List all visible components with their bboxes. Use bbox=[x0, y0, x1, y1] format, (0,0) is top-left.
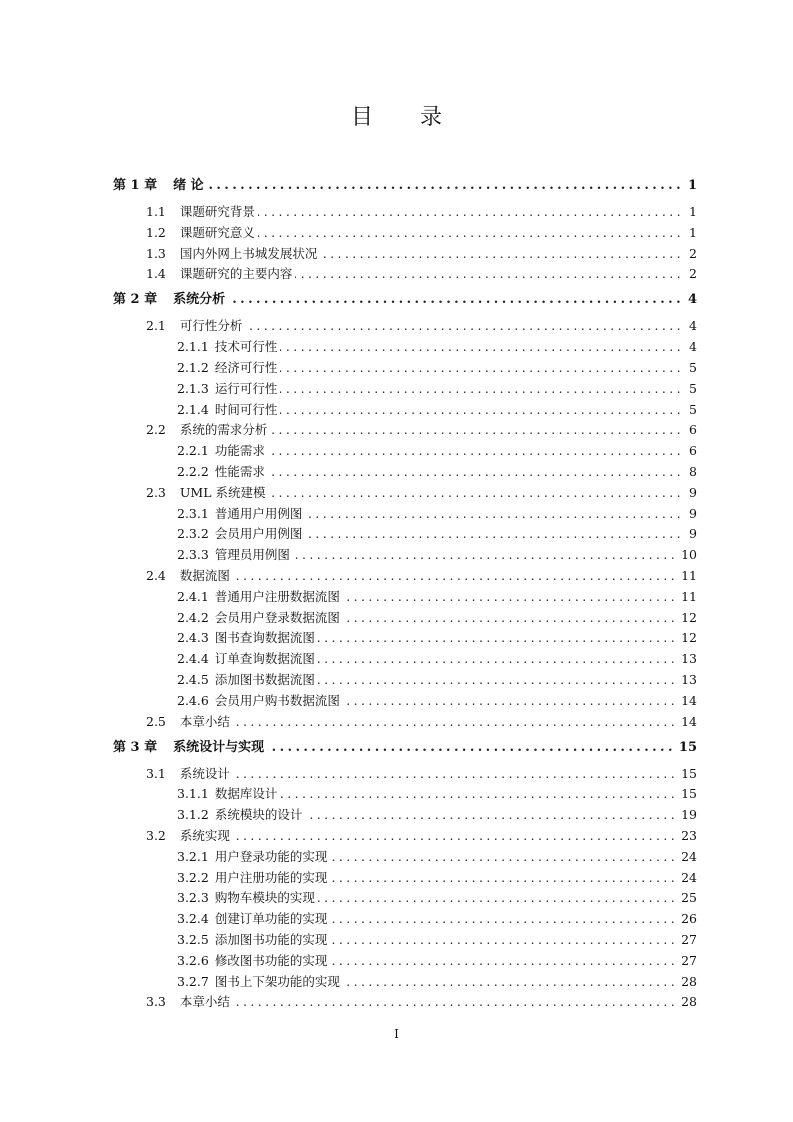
toc-section-entry[interactable] bbox=[146, 710, 697, 730]
toc-dot-leader bbox=[320, 246, 684, 262]
toc-entry-number: 2.4.3 bbox=[177, 630, 209, 646]
toc-entry-number: 2.4.6 bbox=[177, 692, 209, 708]
toc-page-number: 10 bbox=[681, 547, 697, 563]
toc-page-number: 2 bbox=[689, 245, 697, 261]
toc-page-number: 14 bbox=[681, 692, 697, 708]
toc-dot-leader bbox=[343, 974, 678, 990]
toc-entry-number: 3.1.2 bbox=[177, 807, 209, 823]
toc-page-number: 5 bbox=[689, 380, 697, 396]
toc-subsection-entry[interactable] bbox=[177, 970, 697, 990]
toc-entry-title: 普通用户注册数据流图 bbox=[214, 588, 340, 604]
toc-page-number: 9 bbox=[689, 526, 697, 542]
toc-section-entry[interactable] bbox=[146, 221, 697, 241]
toc-entry-title: 可行性分析 bbox=[179, 318, 243, 334]
toc-dot-leader bbox=[330, 932, 678, 948]
toc-entry-title: 本章小结 bbox=[179, 713, 230, 729]
toc-entry-number: 第 1 章 bbox=[113, 178, 158, 193]
toc-entry-number: 2.3 bbox=[146, 484, 166, 500]
toc-entry-title: 图书上下架功能的实现 bbox=[214, 973, 340, 989]
toc-entry-number: 1.2 bbox=[146, 224, 166, 240]
toc-subsection-entry[interactable] bbox=[177, 928, 697, 948]
toc-entry-number: 2.4.4 bbox=[177, 651, 209, 667]
toc-dot-leader bbox=[269, 485, 685, 501]
toc-entry-number: 3.2.6 bbox=[177, 952, 209, 968]
toc-page-number: 9 bbox=[689, 484, 697, 500]
toc-page-number: 6 bbox=[689, 443, 697, 459]
toc-entry-number: 3.2.7 bbox=[177, 973, 209, 989]
toc-entry-title: 系统分析 bbox=[173, 292, 226, 308]
toc-entry-title: 数据流图 bbox=[179, 568, 230, 583]
toc-entry-title: 性能需求 bbox=[214, 464, 265, 479]
toc-entry-number: 2.1.4 bbox=[177, 401, 209, 417]
toc-section-entry[interactable] bbox=[146, 262, 697, 282]
toc-entry-number: 1.4 bbox=[146, 266, 166, 282]
toc-section-entry[interactable] bbox=[146, 564, 697, 584]
toc-dot-leader bbox=[280, 786, 678, 802]
toc-page-number: 12 bbox=[681, 609, 697, 625]
toc-subsection-entry[interactable] bbox=[177, 606, 697, 626]
toc-page-number: 4 bbox=[689, 339, 697, 355]
page-title: 目 录 bbox=[351, 105, 462, 130]
toc-page-number: 15 bbox=[681, 765, 697, 781]
toc-page-number: 15 bbox=[681, 786, 697, 802]
toc-entry-title: 绪 论 bbox=[173, 178, 204, 193]
toc-entry-number: 1.3 bbox=[146, 245, 166, 261]
toc-subsection-entry[interactable] bbox=[177, 886, 697, 906]
toc-subsection-entry[interactable] bbox=[177, 845, 697, 865]
toc-subsection-entry[interactable] bbox=[177, 626, 697, 646]
toc-entry-number: 2.2.2 bbox=[177, 464, 209, 479]
toc-dot-leader bbox=[233, 766, 678, 782]
toc-entry-title: 系统的需求分析 bbox=[179, 422, 268, 438]
toc-entry-title: 本章小结 bbox=[179, 994, 230, 1010]
toc-entry-title: 用户注册功能的实现 bbox=[214, 869, 328, 885]
toc-page-number: 27 bbox=[681, 952, 697, 968]
toc-entry-title: 运行可行性 bbox=[214, 380, 278, 396]
toc-page-number: 13 bbox=[681, 651, 697, 667]
toc-entry-title: 系统设计 bbox=[179, 765, 230, 781]
toc-page-number: 23 bbox=[681, 828, 697, 843]
toc-entry-number: 2.4.1 bbox=[177, 588, 209, 604]
toc-dot-leader bbox=[245, 318, 684, 334]
toc-section-entry[interactable] bbox=[146, 200, 697, 220]
toc-page-number: 27 bbox=[681, 932, 697, 947]
toc-entry-number: 2.1.1 bbox=[177, 339, 209, 355]
toc-entry-number: 3.2 bbox=[146, 828, 166, 843]
toc-subsection-entry[interactable] bbox=[177, 502, 697, 522]
toc-subsection-entry[interactable] bbox=[177, 522, 697, 542]
toc-subsection-entry[interactable] bbox=[177, 866, 697, 886]
toc-entry-title: 修改图书功能的实现 bbox=[214, 952, 328, 968]
toc-subsection-entry[interactable] bbox=[177, 585, 697, 605]
toc-page-number: 25 bbox=[681, 890, 697, 906]
toc-entry-number: 3.1 bbox=[146, 765, 166, 781]
toc-dot-leader bbox=[233, 994, 678, 1010]
toc-page-number: 28 bbox=[681, 973, 697, 989]
toc-page-number: 11 bbox=[681, 588, 697, 604]
toc-entry-number: 2.1 bbox=[146, 318, 166, 334]
toc-entry-number: 3.2.3 bbox=[177, 890, 209, 906]
toc-entry-number: 2.4.2 bbox=[177, 609, 209, 625]
toc-dot-leader bbox=[318, 630, 678, 646]
toc-section-entry[interactable] bbox=[146, 481, 697, 501]
toc-dot-leader bbox=[343, 693, 678, 709]
toc-section-entry[interactable] bbox=[146, 990, 697, 1010]
toc-entry-title: 系统设计与实现 bbox=[173, 739, 265, 755]
toc-entry-number: 2.3.1 bbox=[177, 505, 209, 521]
toc-entry-title: 购物车模块的实现 bbox=[214, 890, 315, 906]
toc-page-number: 19 bbox=[681, 807, 697, 823]
toc-dot-leader bbox=[233, 568, 678, 584]
toc-dot-leader bbox=[267, 740, 676, 756]
toc-subsection-entry[interactable] bbox=[177, 356, 697, 376]
toc-page-number: 12 bbox=[681, 630, 697, 646]
toc-subsection-entry[interactable] bbox=[177, 543, 697, 563]
toc-page-number: 24 bbox=[681, 848, 697, 864]
toc-entry-title: 添加图书功能的实现 bbox=[214, 932, 328, 947]
toc-entry-number: 第 3 章 bbox=[113, 739, 158, 755]
toc-subsection-entry[interactable] bbox=[177, 949, 697, 969]
toc-subsection-entry[interactable] bbox=[177, 668, 697, 688]
toc-entry-number: 2.2.1 bbox=[177, 443, 209, 459]
toc-section-entry[interactable] bbox=[146, 242, 697, 262]
toc-dot-leader bbox=[293, 547, 678, 563]
toc-subsection-entry[interactable] bbox=[177, 907, 697, 927]
toc-dot-leader bbox=[268, 443, 684, 459]
toc-entry-title: 图书查询数据流图 bbox=[214, 630, 315, 646]
toc-dot-leader bbox=[318, 672, 678, 688]
toc-subsection-entry[interactable] bbox=[177, 647, 697, 667]
toc-entry-title: 数据库设计 bbox=[214, 786, 278, 802]
toc-entry-title: 添加图书数据流图 bbox=[214, 672, 315, 687]
toc-page-number: 11 bbox=[681, 568, 697, 583]
toc-entry-title: 系统模块的设计 bbox=[214, 807, 303, 823]
toc-entry-number: 3.3 bbox=[146, 994, 166, 1010]
toc-section-entry[interactable] bbox=[146, 314, 697, 334]
toc-dot-leader bbox=[305, 506, 684, 522]
toc-page-number: 13 bbox=[681, 672, 697, 687]
toc-entry-number: 2.1.3 bbox=[177, 380, 209, 396]
toc-dot-leader bbox=[280, 339, 684, 355]
toc-entry-title: 功能需求 bbox=[214, 443, 265, 459]
toc-dot-leader bbox=[233, 714, 678, 730]
toc-dot-leader bbox=[258, 225, 684, 241]
toc-entry-title: 经济可行性 bbox=[214, 360, 278, 375]
toc-entry-title: 时间可行性 bbox=[214, 401, 278, 417]
toc-entry-title: 系统实现 bbox=[179, 828, 230, 843]
toc-entry-number: 2.3.3 bbox=[177, 547, 209, 563]
toc-entry-title: 订单查询数据流图 bbox=[214, 651, 315, 667]
toc-subsection-entry[interactable] bbox=[177, 782, 697, 802]
toc-dot-leader bbox=[280, 381, 684, 397]
toc-entry-title: 技术可行性 bbox=[214, 339, 278, 355]
toc-chapter-entry[interactable] bbox=[113, 174, 697, 194]
toc-page-number: 8 bbox=[689, 464, 697, 479]
toc-subsection-entry[interactable] bbox=[177, 460, 697, 480]
toc-page-number: 4 bbox=[687, 292, 697, 308]
toc-page-number: 1 bbox=[689, 204, 697, 219]
toc-dot-leader bbox=[268, 464, 684, 480]
toc-subsection-entry[interactable] bbox=[177, 377, 697, 397]
toc-subsection-entry[interactable] bbox=[177, 398, 697, 418]
toc-dot-leader bbox=[258, 204, 684, 220]
toc-page-number: 14 bbox=[681, 713, 697, 729]
toc-dot-leader bbox=[330, 911, 678, 927]
toc-entry-title: 会员用户用例图 bbox=[214, 526, 303, 542]
toc-chapter-entry[interactable] bbox=[113, 288, 697, 308]
page-number-footer: I bbox=[394, 1027, 399, 1041]
toc-dot-leader bbox=[318, 651, 678, 667]
toc-entry-title: 创建订单功能的实现 bbox=[214, 911, 328, 927]
toc-entry-number: 2.4 bbox=[146, 568, 166, 583]
toc-dot-leader bbox=[318, 890, 678, 906]
toc-dot-leader bbox=[305, 526, 684, 542]
toc-dot-leader bbox=[343, 610, 678, 626]
toc-entry-number: 2.2 bbox=[146, 422, 166, 438]
toc-dot-leader bbox=[295, 266, 684, 282]
toc-dot-leader bbox=[305, 807, 678, 823]
toc-section-entry[interactable] bbox=[146, 418, 697, 438]
toc-entry-title: 用户登录功能的实现 bbox=[214, 848, 328, 864]
toc-entry-number: 2.1.2 bbox=[177, 360, 209, 375]
toc-dot-leader bbox=[207, 178, 684, 194]
toc-dot-leader bbox=[270, 422, 684, 438]
toc-page-number: 28 bbox=[681, 994, 697, 1010]
toc-dot-leader bbox=[343, 589, 678, 605]
toc-subsection-entry[interactable] bbox=[177, 803, 697, 823]
toc-page-number: 9 bbox=[689, 505, 697, 521]
toc-entry-title: 会员用户登录数据流图 bbox=[214, 609, 340, 625]
toc-entry-number: 3.2.2 bbox=[177, 869, 209, 885]
toc-page-number: 5 bbox=[689, 360, 697, 375]
toc-chapter-entry[interactable] bbox=[113, 736, 697, 756]
toc-entry-title: 课题研究意义 bbox=[179, 224, 255, 240]
toc-page-number: 4 bbox=[689, 318, 697, 334]
toc-entry-number: 2.3.2 bbox=[177, 526, 209, 542]
toc-subsection-entry[interactable] bbox=[177, 439, 697, 459]
toc-dot-leader bbox=[280, 360, 684, 376]
toc-page-number: 1 bbox=[687, 178, 697, 193]
toc-entry-title: 课题研究的主要内容 bbox=[179, 266, 293, 282]
toc-entry-title: 课题研究背景 bbox=[179, 204, 255, 219]
toc-dot-leader bbox=[330, 849, 678, 865]
toc-dot-leader bbox=[330, 870, 678, 886]
toc-entry-number: 2.5 bbox=[146, 713, 166, 729]
toc-entry-title: 管理员用例图 bbox=[214, 547, 290, 563]
toc-page-number: 26 bbox=[681, 911, 697, 927]
toc-entry-number: 1.1 bbox=[146, 204, 166, 219]
toc-entry-number: 2.4.5 bbox=[177, 672, 209, 687]
toc-page-number: 1 bbox=[689, 224, 697, 240]
toc-entry-title: 普通用户用例图 bbox=[214, 505, 303, 521]
toc-page-number: 5 bbox=[689, 401, 697, 417]
toc-section-entry[interactable] bbox=[146, 762, 697, 782]
toc-dot-leader bbox=[228, 292, 684, 308]
toc-entry-number: 第 2 章 bbox=[113, 292, 158, 308]
toc-subsection-entry[interactable] bbox=[177, 689, 697, 709]
toc-dot-leader bbox=[280, 402, 684, 418]
toc-page-number: 24 bbox=[681, 869, 697, 885]
toc-entry-number: 3.2.4 bbox=[177, 911, 209, 927]
toc-page-number: 2 bbox=[689, 266, 697, 282]
toc-entry-title: 国内外网上书城发展状况 bbox=[179, 245, 318, 261]
toc-entry-title: 会员用户购书数据流图 bbox=[214, 692, 340, 708]
toc-subsection-entry[interactable] bbox=[177, 335, 697, 355]
toc-dot-leader bbox=[330, 953, 678, 969]
toc-section-entry[interactable] bbox=[146, 824, 697, 844]
toc-entry-number: 3.2.1 bbox=[177, 848, 209, 864]
toc-entry-number: 3.2.5 bbox=[177, 932, 209, 947]
toc-page-number: 6 bbox=[689, 422, 697, 438]
toc-page-number: 15 bbox=[678, 739, 697, 755]
toc-entry-title: UML 系统建模 bbox=[179, 484, 266, 500]
toc-entry-number: 3.1.1 bbox=[177, 786, 209, 802]
toc-dot-leader bbox=[233, 828, 678, 844]
